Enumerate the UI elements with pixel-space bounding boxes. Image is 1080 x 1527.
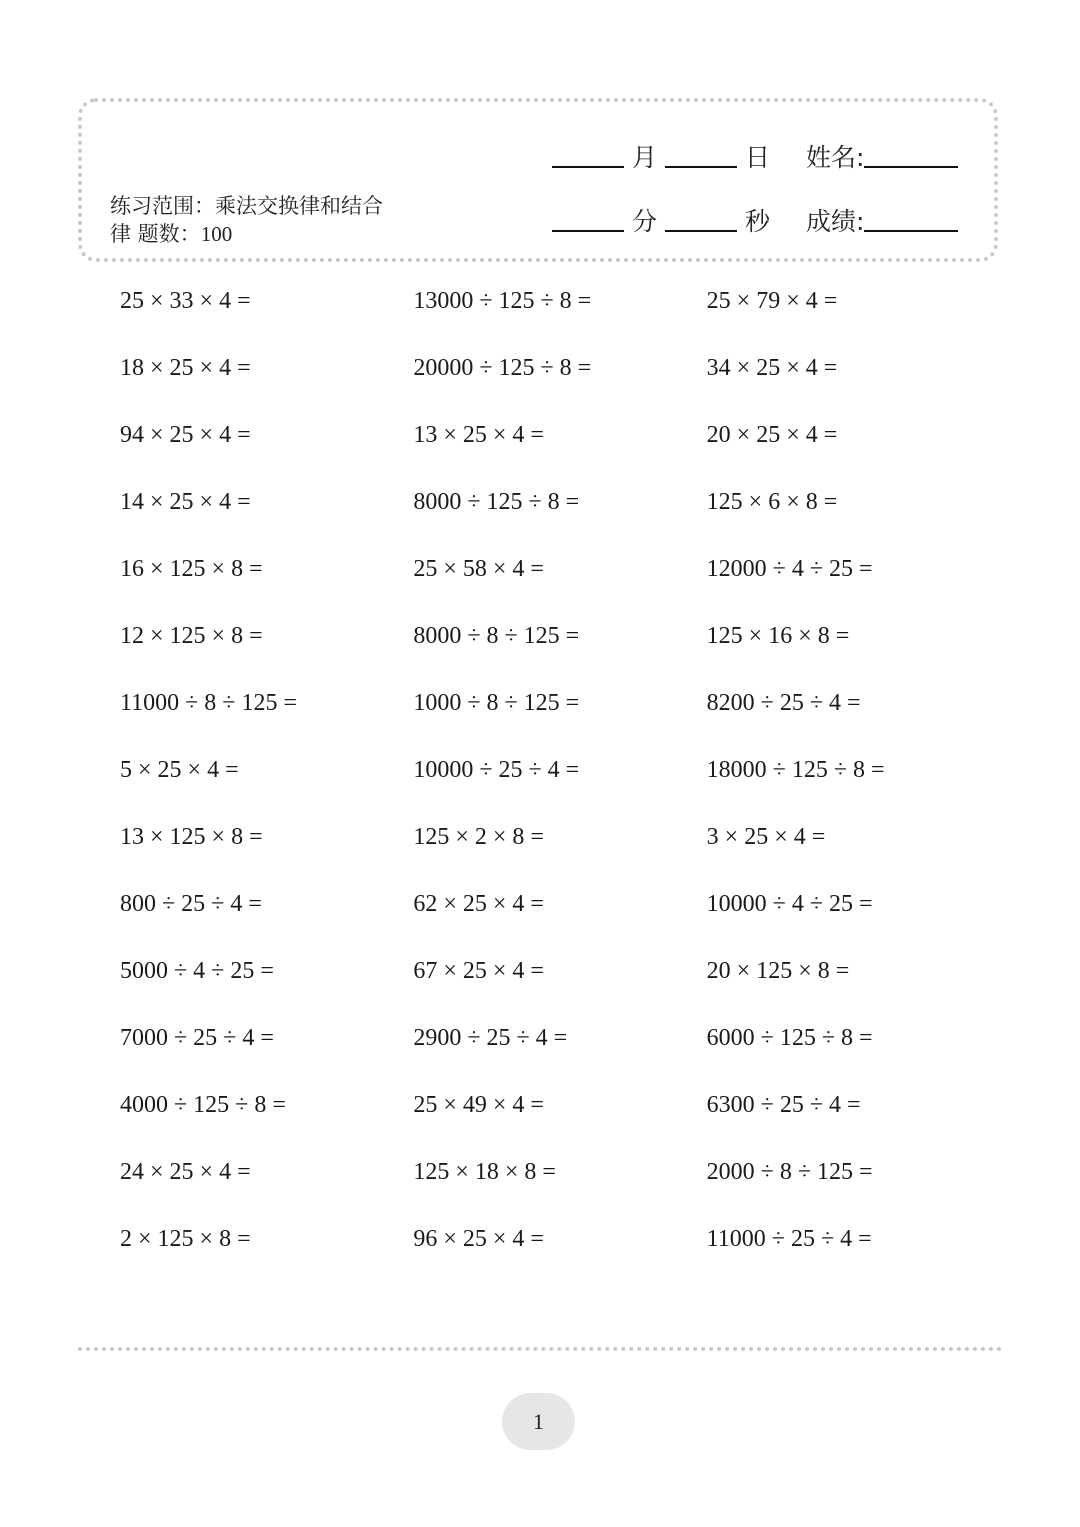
date-name-row [552, 134, 958, 174]
problem-item: 2000 ÷ 8 ÷ 125 = [706, 1159, 873, 1185]
problem-item: 96 × 25 × 4 = [413, 1226, 544, 1252]
day-label: 日 [745, 143, 771, 172]
problem-item: 20000 ÷ 125 ÷ 8 = [413, 355, 592, 381]
problem-row [120, 737, 1000, 804]
problem-item: 12000 ÷ 4 ÷ 25 = [706, 556, 873, 582]
problem-row [120, 1139, 1000, 1206]
problem-item: 18000 ÷ 125 ÷ 8 = [706, 757, 885, 783]
practice-scope [110, 192, 410, 248]
problem-item: 125 × 16 × 8 = [706, 623, 850, 649]
problem-item: 2900 ÷ 25 ÷ 4 = [413, 1025, 568, 1051]
minute-blank[interactable] [552, 230, 624, 232]
problem-grid [120, 268, 1000, 1273]
problem-item: 16 × 125 × 8 = [120, 556, 263, 582]
problem-item: 25 × 49 × 4 = [413, 1092, 544, 1118]
month-blank[interactable] [552, 166, 624, 168]
problem-row [120, 335, 1000, 402]
month-label: 月 [632, 143, 658, 172]
minute-label: 分 [632, 207, 658, 236]
problem-row [120, 670, 1000, 737]
time-score-row [552, 198, 958, 238]
bottom-divider [78, 1347, 1002, 1351]
problem-item: 2 × 125 × 8 = [120, 1226, 251, 1252]
problem-item: 800 ÷ 25 ÷ 4 = [120, 891, 262, 917]
problem-item: 10000 ÷ 25 ÷ 4 = [413, 757, 580, 783]
problem-row [120, 804, 1000, 871]
problem-item: 8000 ÷ 8 ÷ 125 = [413, 623, 580, 649]
problem-item: 13000 ÷ 125 ÷ 8 = [413, 288, 592, 314]
problem-row [120, 469, 1000, 536]
problem-row [120, 603, 1000, 670]
problem-item: 7000 ÷ 25 ÷ 4 = [120, 1025, 274, 1051]
score-label: 成绩: [806, 207, 865, 236]
problem-item: 5000 ÷ 4 ÷ 25 = [120, 958, 274, 984]
problem-item: 62 × 25 × 4 = [413, 891, 544, 917]
problem-row [120, 1005, 1000, 1072]
problem-item: 25 × 58 × 4 = [413, 556, 544, 582]
problem-item: 24 × 25 × 4 = [120, 1159, 251, 1185]
problem-item: 20 × 25 × 4 = [706, 422, 838, 448]
problem-item: 13 × 25 × 4 = [413, 422, 544, 448]
problem-item: 6300 ÷ 25 ÷ 4 = [706, 1092, 861, 1118]
problem-item: 11000 ÷ 25 ÷ 4 = [706, 1226, 872, 1252]
page-number-badge [502, 1393, 575, 1450]
problem-item: 8200 ÷ 25 ÷ 4 = [706, 690, 861, 716]
problem-item: 34 × 25 × 4 = [706, 355, 838, 381]
problem-row [120, 268, 1000, 335]
score-blank[interactable] [864, 230, 958, 232]
scope-line-1: 练习范围：乘法交换律和结合 [110, 194, 383, 218]
problem-item: 125 × 18 × 8 = [413, 1159, 556, 1185]
problem-item: 67 × 25 × 4 = [413, 958, 544, 984]
problem-item: 8000 ÷ 125 ÷ 8 = [413, 489, 580, 515]
problem-item: 125 × 2 × 8 = [413, 824, 544, 850]
problem-item: 6000 ÷ 125 ÷ 8 = [706, 1025, 873, 1051]
second-label: 秒 [745, 207, 771, 236]
problem-item: 18 × 25 × 4 = [120, 355, 251, 381]
worksheet-header [78, 98, 998, 262]
page-number: 1 [533, 1408, 544, 1434]
problem-item: 25 × 33 × 4 = [120, 288, 251, 314]
problem-row [120, 938, 1000, 1005]
problem-row [120, 1206, 1000, 1273]
problem-item: 14 × 25 × 4 = [120, 489, 251, 515]
problem-item: 94 × 25 × 4 = [120, 422, 251, 448]
problem-item: 10000 ÷ 4 ÷ 25 = [706, 891, 873, 917]
problem-item: 5 × 25 × 4 = [120, 757, 239, 783]
problem-item: 25 × 79 × 4 = [706, 288, 838, 314]
problem-item: 3 × 25 × 4 = [706, 824, 826, 850]
name-blank[interactable] [864, 166, 958, 168]
problem-item: 1000 ÷ 8 ÷ 125 = [413, 690, 580, 716]
question-count: 100 [200, 222, 233, 246]
second-blank[interactable] [665, 230, 737, 232]
problem-item: 12 × 125 × 8 = [120, 623, 263, 649]
scope-line-2-text: 律 题数： [110, 222, 201, 246]
problem-item: 4000 ÷ 125 ÷ 8 = [120, 1092, 286, 1118]
scope-line-2 [110, 220, 410, 248]
problem-item: 11000 ÷ 8 ÷ 125 = [120, 690, 297, 716]
name-label: 姓名: [806, 143, 865, 172]
problem-row [120, 871, 1000, 938]
problem-row [120, 536, 1000, 603]
problem-item: 125 × 6 × 8 = [706, 489, 838, 515]
problem-row [120, 402, 1000, 469]
problem-item: 13 × 125 × 8 = [120, 824, 263, 850]
day-blank[interactable] [665, 166, 737, 168]
problem-item: 20 × 125 × 8 = [706, 958, 850, 984]
problem-row [120, 1072, 1000, 1139]
